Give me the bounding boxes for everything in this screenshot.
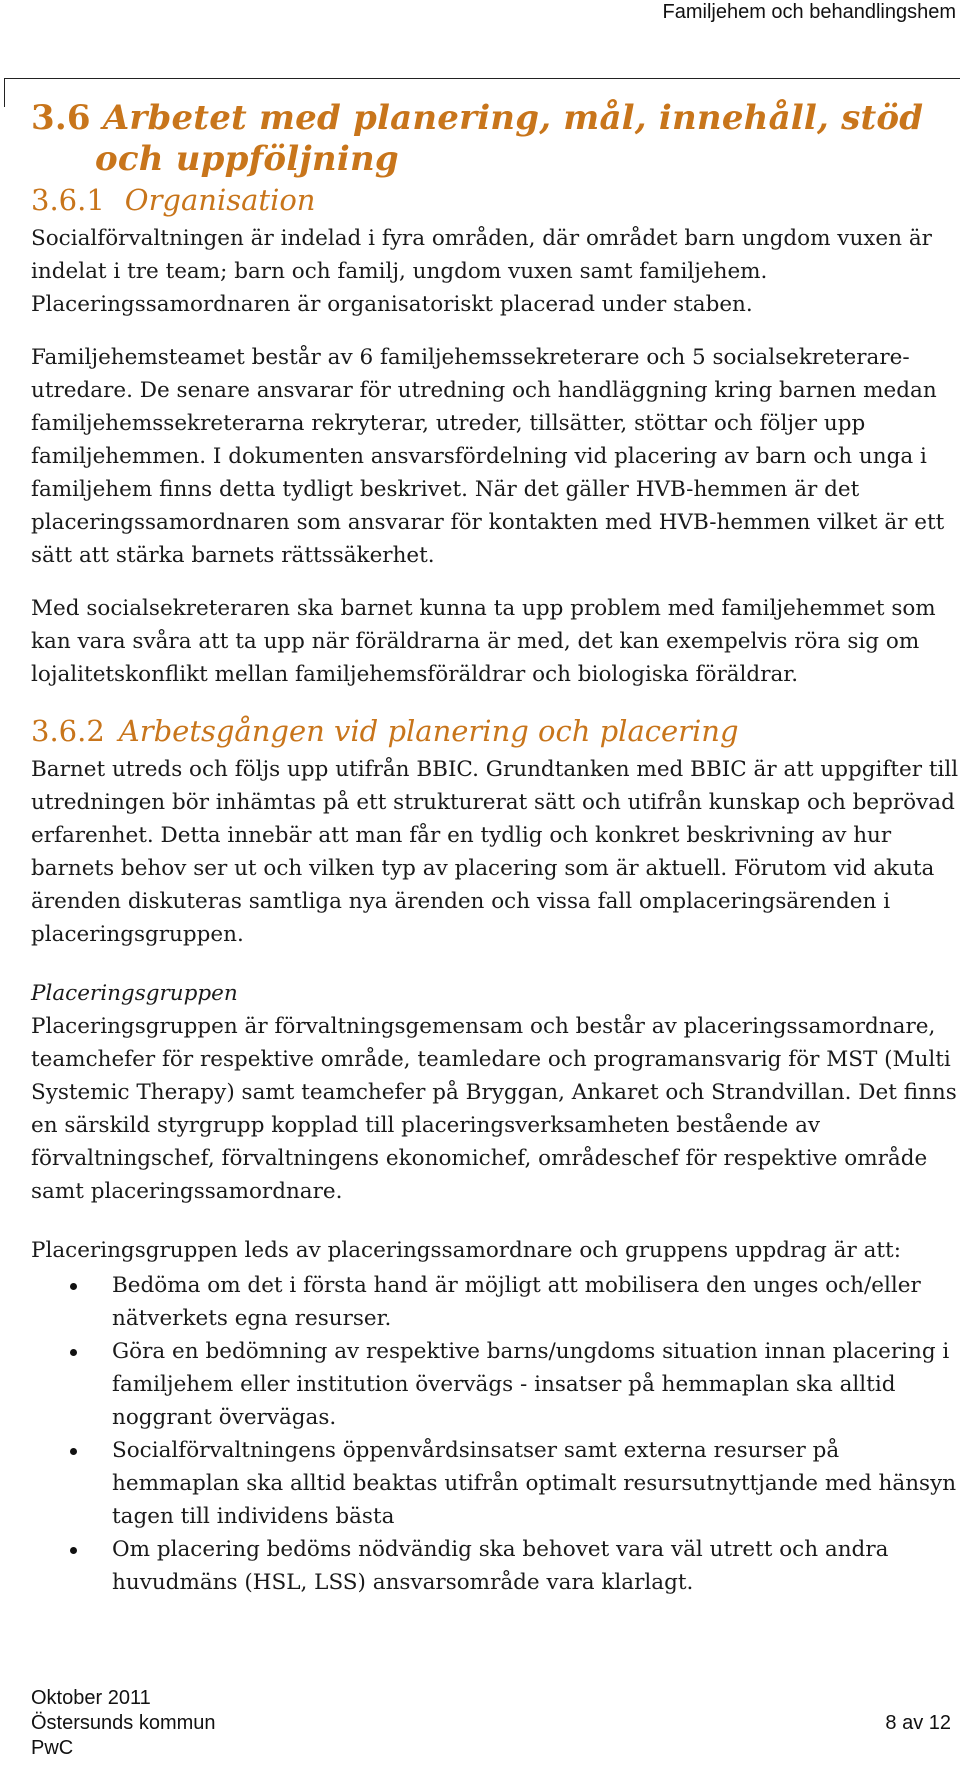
bullet-icon <box>70 1547 77 1554</box>
section-title-line2: och uppföljning <box>95 139 399 179</box>
paragraph-organisation-1: Socialförvaltningen är indelad i fyra områden, där området barn ungdom vuxen är indelat i tre team; barn och familj, ungdom vuxen samt familjehem. Placeringssamordnaren är organisatoriskt placerad under staben. <box>31 226 932 317</box>
list-item: Om placering bedöms nödvändig ska behovet vara väl utrett och andra huvudmäns (HSL, LSS) ansvarsområde vara klarlagt. <box>31 1533 960 1599</box>
paragraph-organisation-3: Med socialsekreteraren ska barnet kunna ta upp problem med familjehemmet som kan vara svåra att ta upp när föräldrarna är med, det kan exempelvis röra sig om lojalitetskonflikt mellan familjehemsföräldrar och biologiska föräldrar. <box>31 596 936 687</box>
running-header: Familjehem och behandlingshem <box>662 1 956 23</box>
page-footer <box>31 1686 951 1761</box>
subsection-heading-organisation <box>31 182 960 218</box>
bullet-icon <box>70 1448 77 1455</box>
bullet-icon <box>70 1349 77 1356</box>
footer-date: Oktober 2011 <box>31 1687 151 1709</box>
list-item: Göra en bedömning av respektive barns/ungdoms situation innan placering i familjehem eller institution övervägs - insatser på hemmaplan ska alltid noggrant övervägas. <box>31 1335 960 1434</box>
document-body <box>31 98 960 1599</box>
page-number: 8 av 12 <box>885 1712 951 1734</box>
subsection-number: 3.6.1 <box>31 183 105 217</box>
paragraph-placeringsgruppen: Placeringsgruppen är förvaltningsgemensam och består av placeringssamordnare, teamchefer för respektive område, teamledare och programansvarig för MST (Multi Systemic Therapy) samt teamchefer på Bryggan, Ankaret och Strandvillan. Det finns en särskild styrgrupp kopplad till placeringsverksamheten bestående av förvaltningschef, förvaltningens ekonomichef, områdeschef för respektive område samt placeringssamordnare. <box>31 1014 957 1204</box>
uppdrag-list <box>31 1269 960 1599</box>
section-title-line1: Arbetet med planering, mål, innehåll, stöd <box>102 98 924 138</box>
paragraph-bbic: Barnet utreds och följs upp utifrån BBIC. Grundtanken med BBIC är att uppgifter till utredningen bör inhämtas på ett strukturerat sätt och utifrån kunskap och beprövad erfarenhet. Detta innebär att man får en tydlig och konkret beskrivning av hur barnets behov ser ut och vilken typ av placering som är aktuell. Förutom vid akuta ärenden diskuteras samtliga nya ärenden och vissa fall omplaceringsärenden i placeringsgruppen. <box>31 757 959 947</box>
subsection-number: 3.6.2 <box>31 714 105 748</box>
section-number: 3.6 <box>31 98 91 138</box>
paragraph-organisation-2: Familjehemsteamet består av 6 familjehemssekreterare och 5 socialsekreterare-utredare. De senare ansvarar för utredning och handläggning kring barnen medan familjehemssekreterarna rekryterar, utreder, tillsätter, stöttar och följer upp familjehemmen. I dokumenten ansvarsfördelning vid placering av barn och unga i familjehem finns detta tydligt beskrivet. När det gäller HVB-hemmen är det placeringssamordnaren som ansvarar för kontakten med HVB-hemmen vilket är ett sätt att stärka barnets rättssäkerhet. <box>31 345 945 568</box>
subsection-title: Arbetsgången vid planering och placering <box>118 714 739 748</box>
placeringsgruppen-heading: Placeringsgruppen <box>31 981 238 1006</box>
subsection-title: Organisation <box>124 183 316 217</box>
footer-organization: Östersunds kommun <box>31 1712 216 1734</box>
footer-publisher: PwC <box>31 1737 74 1759</box>
paragraph-uppdrag-intro: Placeringsgruppen leds av placeringssamordnare och gruppens uppdrag är att: <box>31 1238 901 1263</box>
list-item: Bedöma om det i första hand är möjligt att mobilisera den unges och/eller nätverkets egna resurser. <box>31 1269 960 1335</box>
subsection-heading-arbetsgangen <box>31 713 960 749</box>
list-item: Socialförvaltningens öppenvårdsinsatser samt externa resurser på hemmaplan ska alltid beaktas utifrån optimalt resursutnyttjande med hänsyn tagen till individens bästa <box>31 1434 960 1533</box>
section-heading <box>31 98 960 180</box>
bullet-icon <box>70 1283 77 1290</box>
